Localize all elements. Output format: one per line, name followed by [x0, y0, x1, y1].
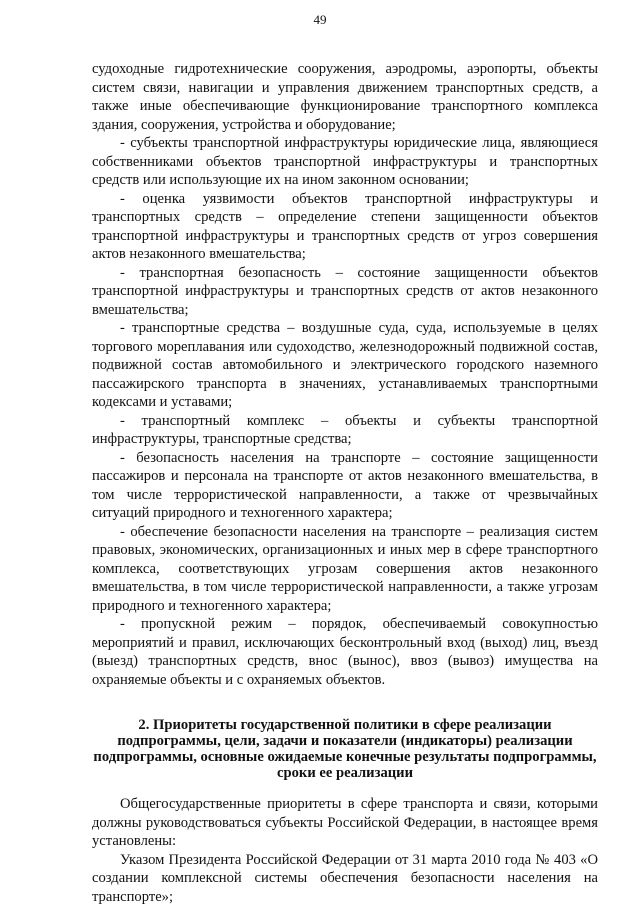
paragraph: судоходные гидротехнические сооружения, аэродромы, аэропорты, объекты систем связи, навигации и управления движением транспортных средств, а также иные обеспечивающие функционирование транспортного комплекса здания, сооружения, устройства и оборудование; [92, 60, 598, 134]
page-number: 49 [0, 12, 640, 28]
document-body [92, 60, 598, 906]
paragraph: Общегосударственные приоритеты в сфере транспорта и связи, которыми должны руководствоваться субъекты Российской Федерации, в настоящее время установлены: [92, 795, 598, 851]
definition-item: - транспортный комплекс – объекты и субъекты транспортной инфраструктуры, транспортные средства; [92, 412, 598, 449]
definition-item: - оценка уязвимости объектов транспортной инфраструктуры и транспортных средств – определение степени защищенности объектов транспортной инфраструктуры и транспортных средств от угроз совершения актов незаконного вмешательства; [92, 190, 598, 264]
definition-item: - транспортные средства – воздушные суда, суда, используемые в целях торгового мореплавания или судоходство, железнодорожный подвижной состав, подвижной состав автомобильного и электрического городского наземного пассажирского транспорта в значениях, устанавливаемых транспортными кодексами и уставами; [92, 319, 598, 412]
definitions-section [92, 60, 598, 689]
definition-item: - пропускной режим – порядок, обеспечиваемый совокупностью мероприятий и правил, исключающих бесконтрольный вход (выход) лиц, въезд (выезд) транспортных средств, внос (вынос), ввоз (вывоз) имущества на охраняемые объекты и с охраняемых объектов. [92, 615, 598, 689]
definition-item: - транспортная безопасность – состояние защищенности объектов транспортной инфраструктуры и транспортных средств от актов незаконного вмешательства; [92, 264, 598, 320]
priorities-section [92, 795, 598, 906]
definition-item: - безопасность населения на транспорте – состояние защищенности пассажиров и персонала на транспорте от актов незаконного вмешательства, в том числе террористической направленности, а также от чрезвычайных ситуаций природного и техногенного характера; [92, 449, 598, 523]
section-heading: 2. Приоритеты государственной политики в сфере реализации подпрограммы, цели, задачи и показатели (индикаторы) реализации подпрограммы, основные ожидаемые конечные результаты подпрограммы, сроки ее реализации [92, 717, 598, 781]
definition-item: - субъекты транспортной инфраструктуры юридические лица, являющиеся собственниками объектов транспортной инфраструктуры и транспортных средств или использующие их на ином законном основании; [92, 134, 598, 190]
definition-item: - обеспечение безопасности населения на транспорте – реализация систем правовых, экономических, организационных и иных мер в сфере транспортного комплекса, соответствующих угрозам совершения актов незаконного вмешательства, в том числе террористической направленности, а также угрозам природного и техногенного характера; [92, 523, 598, 616]
paragraph: Указом Президента Российской Федерации от 31 марта 2010 года № 403 «О создании комплексной системы обеспечения безопасности населения на транспорте»; [92, 851, 598, 906]
